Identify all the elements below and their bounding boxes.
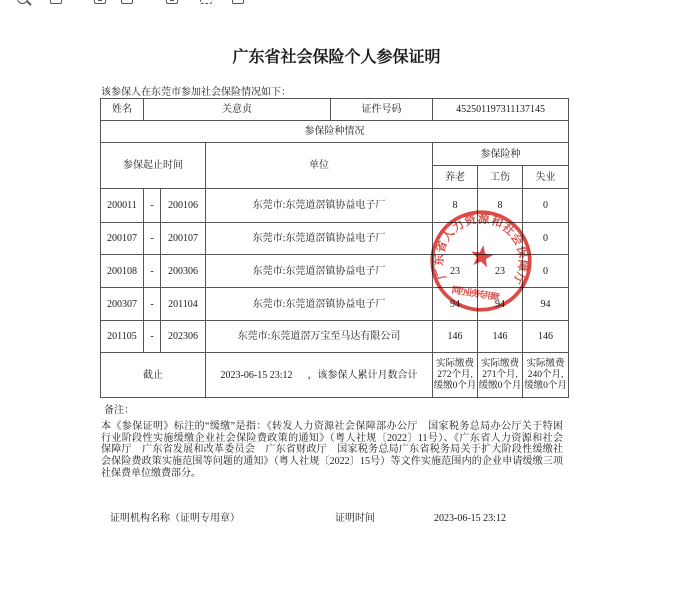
period-end: 200306	[161, 255, 206, 288]
person-name: 关意贞	[144, 99, 331, 121]
injury-months: 8	[478, 189, 523, 223]
period-start: 200107	[101, 223, 144, 255]
employer-unit: 东莞市:东莞道滘万宝至马达有限公司	[206, 321, 433, 353]
person-row	[101, 99, 569, 121]
insurance-types-header: 参保险种	[433, 143, 569, 166]
page-icon-mark	[98, 0, 102, 1]
notes-label: 备注：	[104, 405, 134, 416]
employer-unit: 东莞市:东莞道滘镇协益电子厂	[206, 223, 433, 255]
unemployment-total-line: 实际缴费	[526, 358, 565, 369]
period-end: 202306	[161, 321, 206, 353]
period-header: 参保起止时间	[101, 143, 206, 189]
notes-paragraph	[101, 421, 563, 480]
deadline-summary	[206, 353, 433, 398]
pension-months: 23	[433, 255, 478, 288]
notes-line: 社保费单位缴费部分。	[101, 467, 201, 479]
total-row	[101, 353, 569, 398]
period-separator: -	[144, 288, 161, 321]
injury-total	[478, 353, 523, 398]
header-row	[101, 143, 569, 166]
seal-star-icon	[469, 244, 494, 268]
unemployment-total-line: 240个月,	[527, 369, 564, 380]
period-end: 201104	[161, 288, 206, 321]
pension-months: 146	[433, 321, 478, 353]
period-start: 200011	[101, 189, 144, 223]
pension-months: 8	[433, 189, 478, 223]
unemployment-months: 94	[523, 288, 569, 321]
unemployment-months: 0	[523, 189, 569, 223]
injury-months: 146	[478, 321, 523, 353]
unemployment-header: 失业	[523, 166, 569, 189]
deadline-time: 2023-06-15 23:12	[220, 369, 293, 381]
pension-months: 94	[433, 288, 478, 321]
period-separator: -	[144, 321, 161, 353]
certifying-org-label: 证明机构名称（证明专用章）	[110, 513, 240, 524]
pension-header: 养老	[433, 166, 478, 189]
section-row	[101, 121, 569, 143]
period-start: 200108	[101, 255, 144, 288]
employer-unit: 东莞市:东莞道滘镇协益电子厂	[206, 288, 433, 321]
section-title: 参保险种情况	[101, 121, 569, 143]
period-start: 200307	[101, 288, 144, 321]
intro-text: 该参保人在东莞市参加社会保险情况如下：	[101, 87, 291, 98]
injury-total-line: 实际缴费	[481, 358, 520, 369]
pension-total-line: 实际缴费	[436, 358, 475, 369]
injury-header: 工伤	[478, 166, 523, 189]
table-row	[101, 321, 569, 353]
name-label: 姓名	[101, 99, 144, 121]
injury-months: 94	[478, 288, 523, 321]
period-end: 200107	[161, 223, 206, 255]
official-seal	[428, 208, 534, 314]
employer-unit: 东莞市:东莞道滘镇协益电子厂	[206, 189, 433, 223]
square-icon[interactable]	[232, 0, 244, 4]
injury-months: 23	[478, 255, 523, 288]
magnifier-handle[interactable]	[26, 0, 31, 5]
unemployment-total-line: 缓缴0个月	[524, 380, 567, 391]
unemployment-months: 146	[523, 321, 569, 353]
page-title: 广东省社会保险个人参保证明	[232, 47, 441, 66]
pension-total-line: 缓缴0个月	[433, 380, 477, 391]
notes-line: 行业阶段性实施缓缴企业社会保险费政策的通知》（粤人社规〔2022〕11号）、《广东省人力资源和社会	[101, 432, 563, 444]
notes-line: 会保险费政策实施范围等问题的通知》（粤人社规〔2022〕15号）等文件实施范围内的企业申请缓缴三项	[101, 456, 563, 468]
period-separator: -	[144, 255, 161, 288]
expand-icon[interactable]	[200, 0, 212, 4]
seal-bottom-text: 网办业务专用章	[450, 285, 501, 304]
id-number: 452501197311137145	[433, 99, 569, 121]
square-frame-icon[interactable]	[50, 0, 62, 4]
document-icon-mark	[170, 0, 174, 1]
certify-time-value: 2023-06-15 23:12	[434, 513, 506, 524]
seal-arc-text: 广东省人力资源和社会保障厅	[431, 211, 531, 287]
page-icon[interactable]	[94, 0, 106, 4]
period-start: 201105	[101, 321, 144, 353]
unemployment-total	[523, 353, 569, 398]
deadline-label: 截止	[101, 353, 206, 398]
injury-total-line: 缓缴0个月	[478, 380, 522, 391]
period-separator: -	[144, 189, 161, 223]
pension-total-line: 272个月,	[437, 369, 473, 380]
period-separator: -	[144, 223, 161, 255]
deadline-suffix: ，该参保人累计月数合计	[307, 369, 418, 381]
pension-total	[433, 353, 478, 398]
id-label: 证件号码	[331, 99, 433, 121]
employer-unit: 东莞市:东莞道滘镇协益电子厂	[206, 255, 433, 288]
unemployment-months: 0	[523, 223, 569, 255]
notes-line: 保障厅 广东省发展和改革委员会 广东省财政厅 国家税务总局广东省税务局关于扩大阶段性缓缴社	[101, 444, 563, 456]
injury-total-line: 271个月,	[482, 369, 518, 380]
notes-line: 本《参保证明》标注的“缓缴”是指：《转发人力资源社会保障部办公厅 国家税务总局办公厅关于特困	[101, 421, 563, 432]
document-icon[interactable]	[166, 0, 178, 4]
viewer-toolbar	[0, 0, 260, 6]
unit-header: 单位	[206, 143, 433, 189]
single-page-icon[interactable]	[121, 0, 133, 4]
certify-time-label: 证明时间	[335, 513, 375, 524]
unemployment-months: 0	[523, 255, 569, 288]
period-end: 200106	[161, 189, 206, 223]
